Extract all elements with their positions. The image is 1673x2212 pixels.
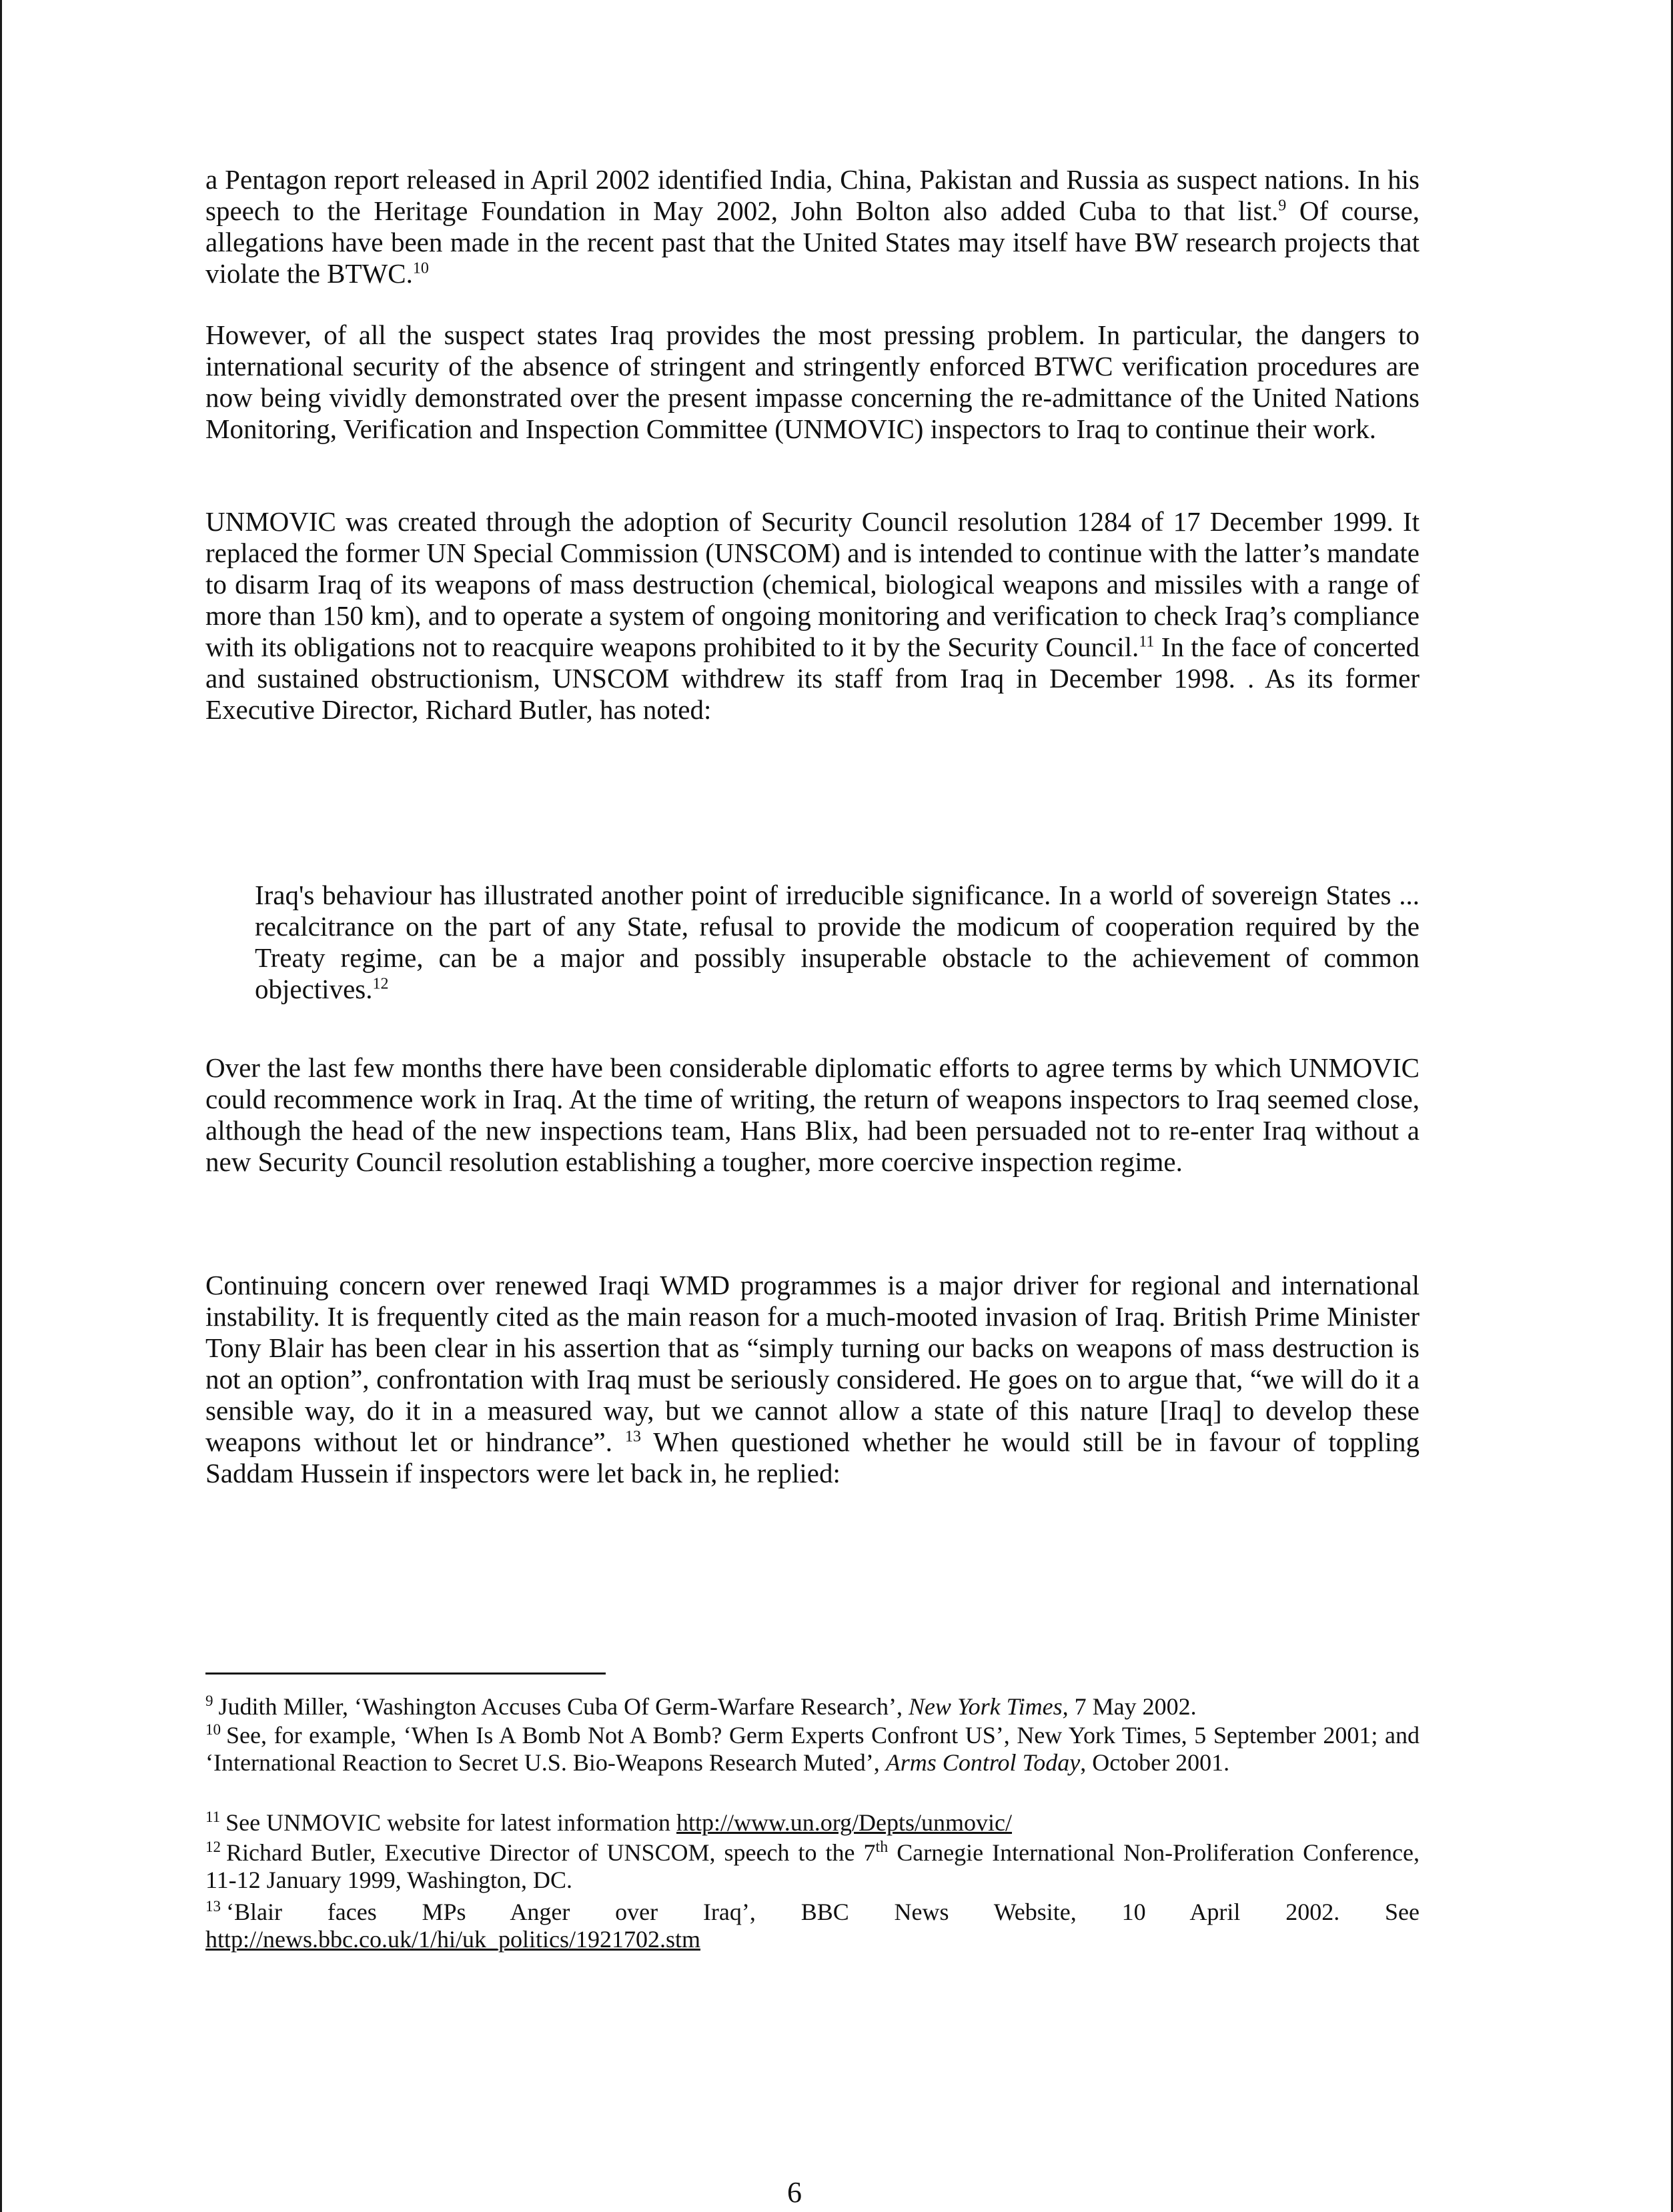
footnote-text: See, for example, ‘When Is A Bomb Not A Bomb? Germ Experts Confront US’, New York Times, 5 September 2001; and ‘International Reaction to Secret U.S. Bio-Weapons Research Muted’, bbox=[205, 1722, 1420, 1776]
footnote-marker: 10 bbox=[205, 1721, 221, 1738]
paragraph-text: UNMOVIC was created through the adoption of Security Council resolution 1284 of 17 December 1999. It replaced the former UN Special Commission (UNSCOM) and is intended to continue with the latter’s mandate to disarm Iraq of its weapons of mass destruction (chemical, biological weapons and missiles with a range of more than 150 km), and to operate a system of ongoing monitoring and verification to check Iraq’s compliance with its obligations not to reacquire weapons prohibited to it by the Security Council. bbox=[205, 506, 1420, 662]
footnote-text: , October 2001. bbox=[1080, 1749, 1230, 1776]
paragraph-wmd-concern bbox=[205, 1270, 1420, 1489]
scan-edge-left bbox=[0, 0, 2, 2212]
paragraph-text: When questioned whether he would still be in favour of toppling Saddam Hussein if inspectors were let back in, he replied: bbox=[205, 1426, 1420, 1488]
page-number: 6 bbox=[787, 2176, 802, 2209]
footnote-text: See UNMOVIC website for latest information bbox=[225, 1809, 677, 1836]
footnote-ref-12: 12 bbox=[372, 975, 389, 993]
paragraph-diplomatic-efforts: Over the last few months there have been considerable diplomatic efforts to agree terms by which UNMOVIC could recommence work in Iraq. At the time of writing, the return of weapons inspectors to Iraq seemed close, although the head of the new inspections team, Hans Blix, had been persuaded not to re-enter Iraq without a new Security Council resolution establishing a tougher, more coercive inspection regime. bbox=[205, 1052, 1420, 1177]
footnote-10 bbox=[205, 1722, 1420, 1777]
footnote-text: Richard Butler, Executive Director of UNSCOM, speech to the 7 bbox=[226, 1839, 876, 1866]
ordinal-suffix: th bbox=[875, 1839, 889, 1856]
footnote-ref-13: 13 bbox=[625, 1428, 641, 1446]
footnote-12 bbox=[205, 1839, 1420, 1894]
footnote-separator bbox=[205, 1673, 606, 1675]
footnote-marker: 12 bbox=[205, 1839, 221, 1855]
footnote-italic: New York Times, bbox=[908, 1693, 1069, 1720]
footnote-text: ‘Blair faces MPs Anger over Iraq’, BBC News Website, 10 April 2002. See bbox=[226, 1899, 1420, 1925]
footnote-ref-10: 10 bbox=[412, 259, 429, 277]
footnote-11 bbox=[205, 1809, 1420, 1837]
footnote-13 bbox=[205, 1899, 1420, 1953]
paragraph-suspect-nations bbox=[205, 164, 1420, 289]
footnote-marker: 9 bbox=[205, 1693, 213, 1709]
footnote-text: Carnegie International Non-Proliferation Conference, 11-12 January 1999, Washington, DC. bbox=[205, 1839, 1420, 1893]
bbc-news-link[interactable]: http://news.bbc.co.uk/1/hi/uk_politics/1921702.stm bbox=[205, 1926, 700, 1953]
paragraph-text: Of course, allegations have been made in the recent past that the United States may itself have BW research projects that violate the BTWC. bbox=[205, 195, 1420, 289]
paragraph-unmovic-creation bbox=[205, 506, 1420, 726]
paragraph-text: In the face of concerted and sustained obstructionism, UNSCOM withdrew its staff from Iraq in December 1998. . As its former Executive Director, Richard Butler, has noted: bbox=[205, 632, 1420, 725]
paragraph-iraq-problem: However, of all the suspect states Iraq provides the most pressing problem. In particular, the dangers to international security of the absence of stringent and stringently enforced BTWC verification procedures are now being vividly demonstrated over the present impasse concerning the re-admittance of the United Nations Monitoring, Verification and Inspection Committee (UNMOVIC) inspectors to Iraq to continue their work. bbox=[205, 319, 1420, 444]
paragraph-text: Continuing concern over renewed Iraqi WMD programmes is a major driver for regional and international instability. It is frequently cited as the main reason for a much-mooted invasion of Iraq. British Prime Minister Tony Blair has been clear in his assertion that as “simply turning our backs on weapons of mass destruction is not an option”, confrontation with Iraq must be seriously considered. He goes on to argue that, “we will do it a sensible way, do it in a measured way, but we cannot allow a state of this nature [Iraq] to develop these weapons without let or hindrance”. bbox=[205, 1270, 1420, 1457]
footnote-marker: 11 bbox=[205, 1809, 221, 1825]
unmovic-website-link[interactable]: http://www.un.org/Depts/unmovic/ bbox=[676, 1809, 1013, 1836]
footnote-ref-11: 11 bbox=[1139, 633, 1155, 651]
footnote-italic: Arms Control Today bbox=[885, 1749, 1081, 1776]
footnote-text: 7 May 2002. bbox=[1068, 1693, 1197, 1720]
paragraph-text: a Pentagon report released in April 2002 identified India, China, Pakistan and Russia as suspect nations. In his speech to the Heritage Foundation in May 2002, John Bolton also added Cuba to that list. bbox=[205, 164, 1420, 226]
footnote-9 bbox=[205, 1693, 1420, 1721]
quote-text: Iraq's behaviour has illustrated another point of irreducible significance. In a world of sovereign States ... recalcitrance on the part of any State, refusal to provide the modicum of cooperation required by the Treaty regime, can be a major and possibly insuperable obstacle to the achievement of common objectives. bbox=[255, 880, 1420, 1004]
footnote-marker: 13 bbox=[205, 1898, 221, 1915]
footnote-ref-9: 9 bbox=[1278, 197, 1287, 215]
footnote-text: Judith Miller, ‘Washington Accuses Cuba Of Germ-Warfare Research’, bbox=[218, 1693, 909, 1720]
block-quote-butler bbox=[255, 880, 1420, 1005]
